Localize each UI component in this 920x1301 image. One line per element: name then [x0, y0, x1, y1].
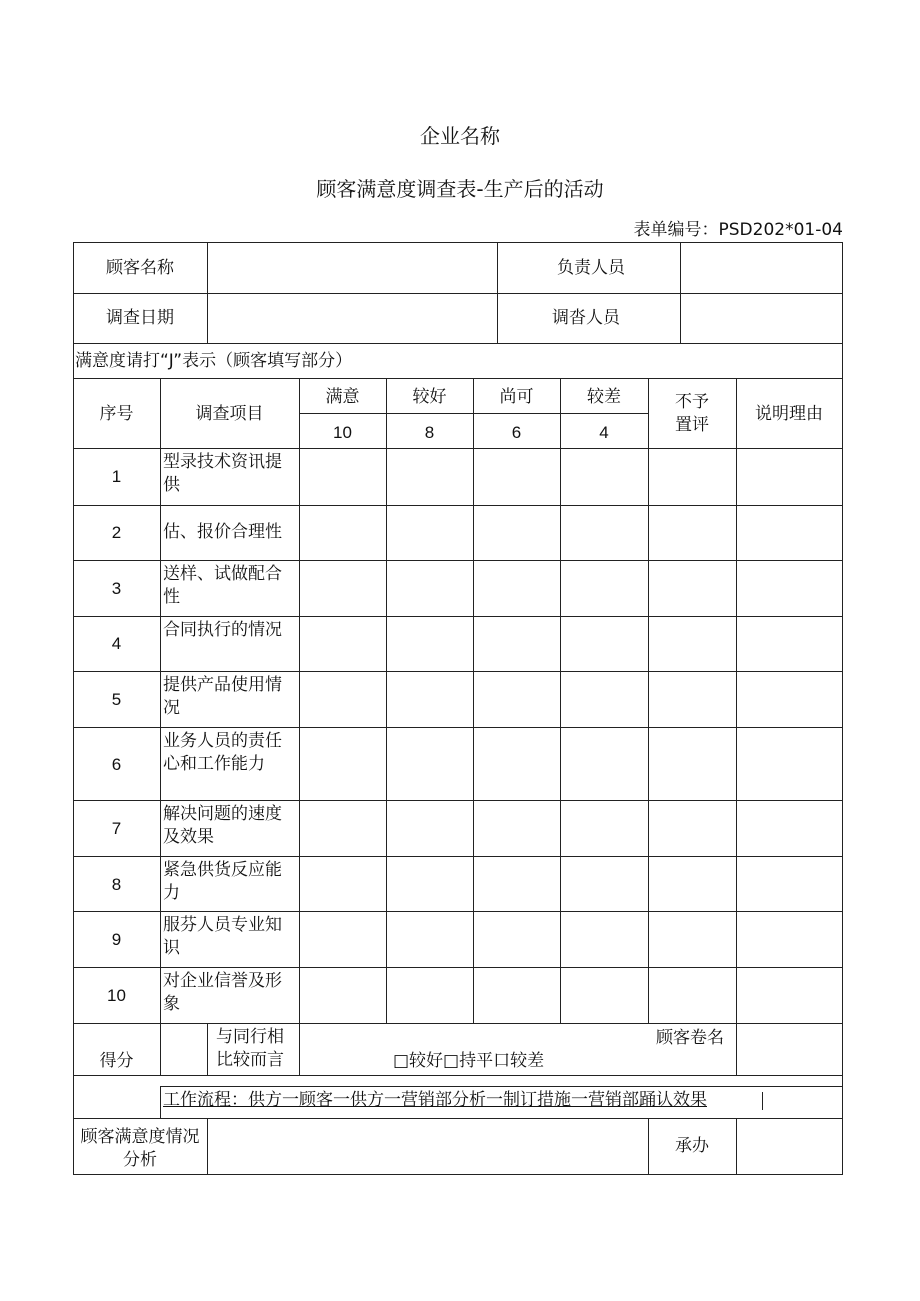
table-line [299, 378, 300, 1023]
row-item: 送样、试做配合性 [163, 564, 282, 607]
row-item: 解决问题的速度及效果 [163, 804, 282, 847]
table-line [648, 378, 649, 1023]
handler-label: 承办 [675, 1136, 709, 1156]
workflow-end-mark [762, 1092, 763, 1110]
compare-line2: 比较而言 [216, 1050, 284, 1070]
score-label: 得分 [99, 1051, 134, 1071]
row-item: 估、报价合理性 [163, 522, 282, 542]
row-item: 服芬人员专业知识 [163, 915, 282, 958]
table-line [73, 967, 843, 968]
table-line [560, 378, 561, 1023]
table-line [73, 671, 843, 672]
customer-sign-field[interactable] [737, 1024, 842, 1075]
table-line [73, 1023, 843, 1024]
row-item: 型录技术资讯提供 [163, 452, 282, 495]
rating-fair-score: 6 [511, 423, 522, 442]
reason-header: 说明理由 [755, 404, 823, 424]
compare-options[interactable]: □较好□持平口较差 [393, 1051, 545, 1071]
survey-date-label: 调查日期 [106, 308, 174, 328]
table-line [207, 1023, 208, 1075]
table-line [73, 800, 843, 801]
customer-name-field[interactable] [208, 243, 497, 293]
table-line [736, 378, 737, 1023]
row-seq: 6 [111, 755, 122, 774]
workflow-text: 工作流程：供方一顾客一供方一营销部分析一制订措施一营销部踊认效果 [163, 1090, 707, 1110]
rating-good-score: 8 [424, 423, 435, 442]
row-item: 提供产品使用情况 [163, 675, 282, 718]
rating-fair-label: 尚可 [499, 387, 534, 407]
survey-date-field[interactable] [208, 294, 497, 343]
customer-name-label: 顾客名称 [106, 258, 174, 278]
analysis-line1: 顾客满意度情况 [80, 1127, 200, 1147]
table-border-bottom [73, 1174, 843, 1175]
table-line [73, 616, 843, 617]
responsible-field[interactable] [681, 243, 842, 293]
table-line [299, 1023, 300, 1075]
surveyor-field[interactable] [681, 294, 842, 343]
no-rating-line1: 不予 [675, 392, 709, 412]
table-line [73, 378, 843, 379]
table-line [160, 1086, 161, 1118]
row-seq: 8 [111, 875, 122, 894]
rating-satisfied-score: 10 [333, 423, 352, 442]
table-line [73, 727, 843, 728]
instruction-text: 满意度请打“J”表示（顾客填写部分） [75, 351, 353, 371]
responsible-label: 负责人员 [557, 258, 625, 278]
form-number: 表单编号：PSD202*01-04 [633, 220, 843, 240]
table-line [473, 378, 474, 1023]
analysis-field[interactable] [208, 1119, 648, 1174]
rating-good-label: 较好 [412, 387, 447, 407]
item-header: 调查项目 [195, 404, 264, 424]
table-line [160, 1023, 161, 1075]
row-item: 合同执行的情况 [163, 620, 282, 640]
table-line [73, 505, 843, 506]
page-title: 顾客满意度调查表-生产后的活动 [316, 177, 604, 201]
handler-field[interactable] [737, 1119, 842, 1174]
analysis-line2: 分析 [123, 1150, 157, 1170]
row-seq: 9 [111, 930, 122, 949]
row-seq: 5 [111, 690, 122, 709]
row-seq: 7 [111, 819, 122, 838]
analysis-label [73, 1126, 207, 1172]
table-line [160, 378, 161, 1023]
surveyor-label: 调沓人员 [552, 308, 620, 328]
table-line [73, 1075, 843, 1076]
customer-sign-label: 顾客卷名 [656, 1028, 724, 1048]
table-line [73, 343, 843, 344]
row-seq: 10 [107, 986, 126, 1005]
rating-poor-label: 较差 [587, 387, 621, 407]
table-line [386, 378, 387, 1023]
table-line [73, 448, 843, 449]
table-line [73, 856, 843, 857]
seq-header: 序号 [99, 404, 134, 424]
row-seq: 1 [111, 467, 122, 486]
rating-poor-score: 4 [599, 423, 609, 442]
row-seq: 2 [111, 523, 122, 542]
table-line [73, 911, 843, 912]
table-line [160, 1086, 843, 1087]
row-item: 对企业信誉及形象 [163, 971, 282, 1014]
row-seq: 3 [111, 579, 122, 598]
compare-label [216, 1026, 284, 1072]
row-seq: 4 [111, 634, 122, 653]
rating-satisfied-label: 满意 [325, 387, 360, 407]
row-item: 业务人员的责任心和工作能力 [163, 731, 282, 774]
no-rating-line2: 置评 [675, 415, 709, 435]
table-border-right [842, 242, 843, 1175]
row-item: 紧急供货反应能力 [163, 860, 282, 903]
no-rating-header [648, 391, 736, 437]
compare-line1: 与同行相 [216, 1027, 284, 1047]
table-line [73, 560, 843, 561]
company-name: 企业名称 [420, 124, 500, 148]
